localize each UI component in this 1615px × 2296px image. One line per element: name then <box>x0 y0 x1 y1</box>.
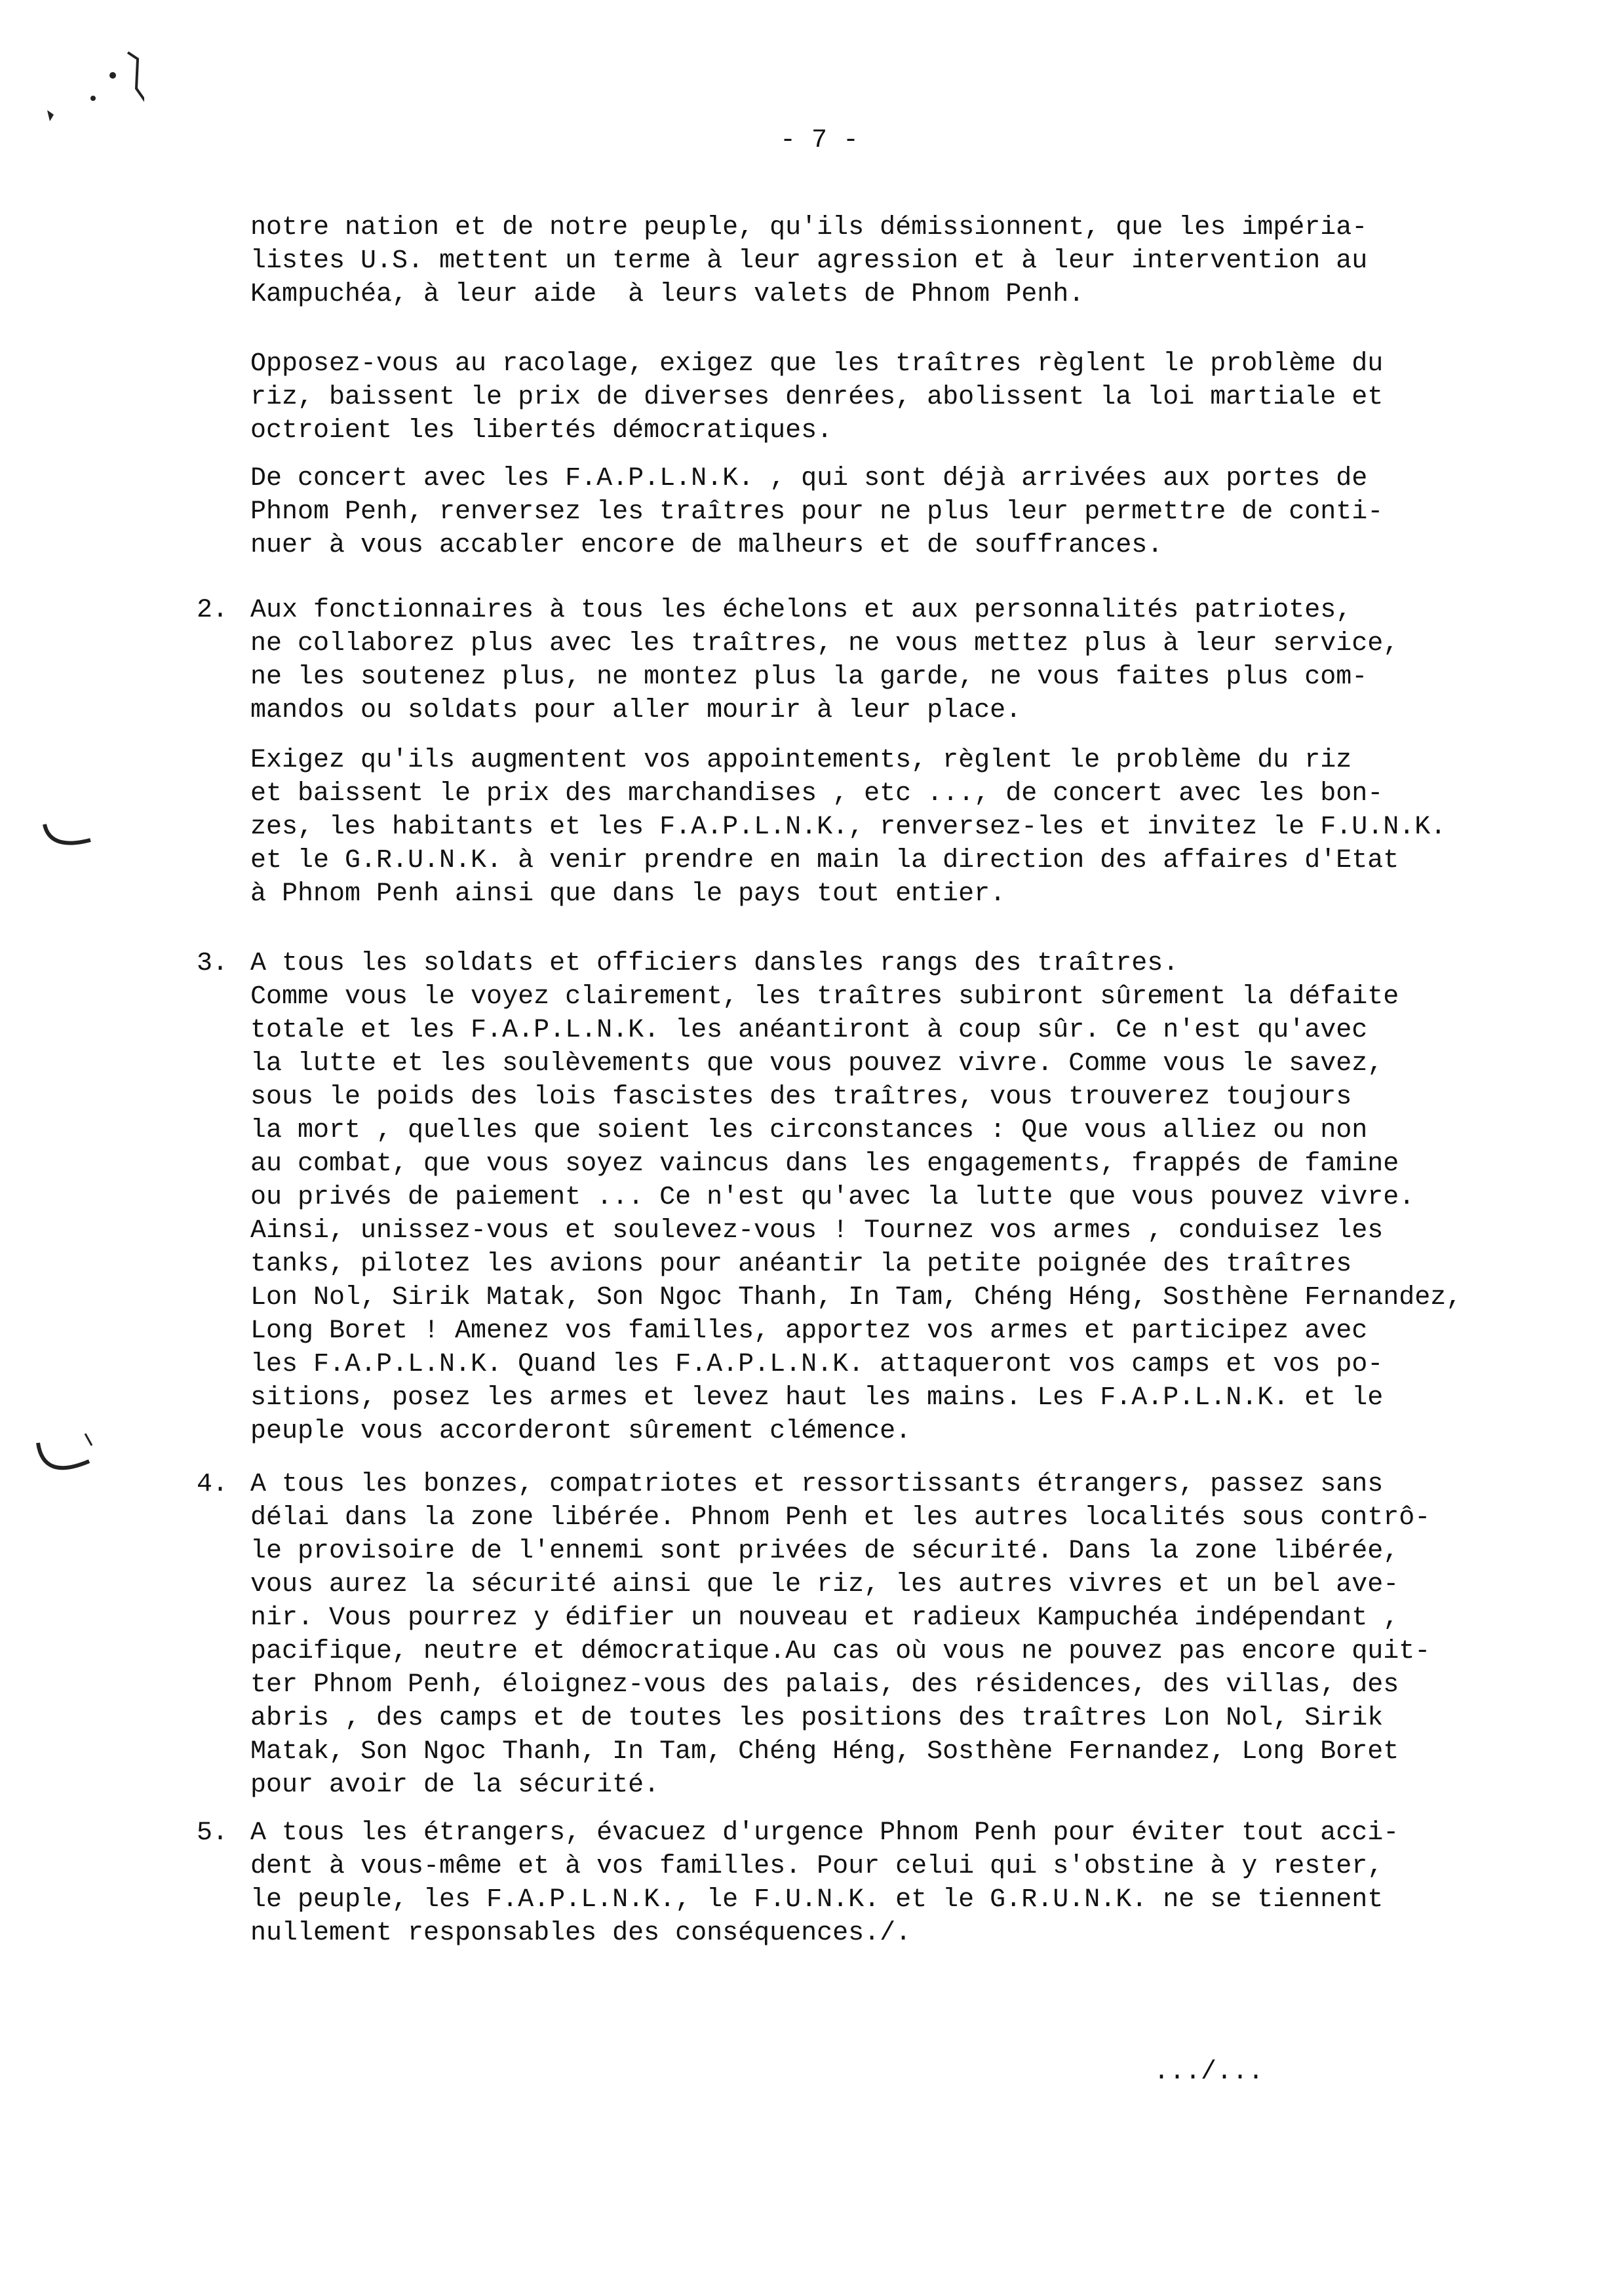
text-line: notre nation et de notre peuple, qu'ils démissionnent, que les impéria- <box>250 213 1368 242</box>
text-line: ne les soutenez plus, ne montez plus la garde, ne vous faites plus com- <box>250 662 1368 692</box>
text-line: nir. Vous pourrez y édifier un nouveau et radieux Kampuchéa indépendant , <box>250 1603 1399 1633</box>
text-line: Exigez qu'ils augmentent vos appointements, règlent le problème du riz <box>250 746 1352 775</box>
text-line: les F.A.P.L.N.K. Quand les F.A.P.L.N.K. attaqueront vos camps et vos po- <box>250 1350 1384 1379</box>
text-line: pour avoir de la sécurité. <box>250 1770 660 1800</box>
text-line: sous le poids des lois fascistes des traîtres, vous trouverez toujours <box>250 1082 1352 1112</box>
text-line: nullement responsables des conséquences./. <box>250 1919 912 1948</box>
text-line: peuple vous accorderont sûrement clémence. <box>250 1417 912 1446</box>
text-line: au combat, que vous soyez vaincus dans les engagements, frappés de famine <box>250 1149 1399 1179</box>
paragraph <box>250 744 1509 911</box>
paragraph-number: 3. <box>197 949 229 978</box>
text-line: dent à vous-même et à vos familles. Pour celui qui s'obstine à y rester, <box>250 1852 1384 1881</box>
text-line: ne collaborez plus avec les traîtres, ne vous mettez plus à leur service, <box>250 629 1399 659</box>
text-line: Ainsi, unissez-vous et soulevez-vous ! Tournez vos armes , conduisez les <box>250 1216 1384 1246</box>
text-line: Lon Nol, Sirik Matak, Son Ngoc Thanh, In Tam, Chéng Héng, Sosthène Fernandez, <box>250 1283 1462 1312</box>
numbered-paragraph <box>197 594 1509 727</box>
paragraph <box>250 347 1509 448</box>
continuation-mark: .../... <box>1154 2057 1264 2087</box>
text-line: ou privés de paiement ... Ce n'est qu'avec la lutte que vous pouvez vivre. <box>250 1183 1415 1212</box>
text-line: la mort , quelles que soient les circonstances : Que vous alliez ou non <box>250 1116 1368 1145</box>
text-line: riz, baissent le prix de diverses denrées, abolissent la loi martiale et <box>250 383 1384 412</box>
numbered-paragraph <box>197 1468 1509 1802</box>
binder-hole-mark <box>31 1428 104 1487</box>
text-line: Aux fonctionnaires à tous les échelons et aux personnalités patriotes, <box>250 596 1352 625</box>
text-line: et le G.R.U.N.K. à venir prendre en main la direction des affaires d'Etat <box>250 846 1399 875</box>
text-line: Long Boret ! Amenez vos familles, apportez vos armes et participez avec <box>250 1316 1368 1346</box>
text-line: à Phnom Penh ainsi que dans le pays tout entier. <box>250 879 1006 909</box>
text-line: mandos ou soldats pour aller mourir à leur place. <box>250 696 1022 725</box>
text-line: A tous les bonzes, compatriotes et ressortissants étrangers, passez sans <box>250 1470 1384 1499</box>
binder-hole-mark <box>39 819 98 865</box>
paragraph <box>250 462 1509 562</box>
text-line: vous aurez la sécurité ainsi que le riz, les autres vivres et un bel ave- <box>250 1570 1399 1599</box>
text-line: zes, les habitants et les F.A.P.L.N.K., renversez-les et invitez le F.U.N.K. <box>250 813 1447 842</box>
text-line: sitions, posez les armes et levez haut les mains. Les F.A.P.L.N.K. et le <box>250 1383 1384 1413</box>
text-line: Phnom Penh, renversez les traîtres pour ne plus leur permettre de conti- <box>250 497 1384 527</box>
text-line: totale et les F.A.P.L.N.K. les anéantiront à coup sûr. Ce n'est qu'avec <box>250 1016 1368 1045</box>
paragraph <box>250 211 1509 311</box>
text-line: la lutte et les soulèvements que vous pouvez vivre. Comme vous le savez, <box>250 1049 1384 1079</box>
numbered-paragraph <box>197 1816 1509 1950</box>
text-line: Kampuchéa, à leur aide à leurs valets de Phnom Penh. <box>250 280 1085 309</box>
page-number: - 7 - <box>780 126 859 155</box>
text-line: délai dans la zone libérée. Phnom Penh et les autres localités sous contrô- <box>250 1503 1431 1533</box>
text-line: ter Phnom Penh, éloignez-vous des palais, des résidences, des villas, des <box>250 1670 1399 1700</box>
text-line: De concert avec les F.A.P.L.N.K. , qui sont déjà arrivées aux portes de <box>250 464 1368 493</box>
text-line: pacifique, neutre et démocratique.Au cas où vous ne pouvez pas encore quit- <box>250 1637 1431 1666</box>
text-line: octroient les libertés démocratiques. <box>250 416 833 446</box>
text-line: Comme vous le voyez clairement, les traîtres subiront sûrement la défaite <box>250 982 1399 1012</box>
paragraph-number: 2. <box>197 596 229 625</box>
numbered-paragraph <box>197 947 1509 1448</box>
handwritten-mark <box>33 39 144 124</box>
text-line: A tous les soldats et officiers dansles rangs des traîtres. <box>250 949 1179 978</box>
paragraph-number: 4. <box>197 1470 229 1499</box>
text-line: le provisoire de l'ennemi sont privées de sécurité. Dans la zone libérée, <box>250 1537 1399 1566</box>
text-line: Opposez-vous au racolage, exigez que les traîtres règlent le problème du <box>250 349 1384 379</box>
text-line: abris , des camps et de toutes les positions des traîtres Lon Nol, Sirik <box>250 1704 1384 1733</box>
text-line: listes U.S. mettent un terme à leur agression et à leur intervention au <box>250 246 1368 276</box>
text-line: A tous les étrangers, évacuez d'urgence Phnom Penh pour éviter tout acci- <box>250 1818 1399 1848</box>
text-line: et baissent le prix des marchandises , etc ..., de concert avec les bon- <box>250 779 1384 809</box>
text-line: Matak, Son Ngoc Thanh, In Tam, Chéng Héng, Sosthène Fernandez, Long Boret <box>250 1737 1399 1767</box>
paragraph-number: 5. <box>197 1818 229 1848</box>
text-line: le peuple, les F.A.P.L.N.K., le F.U.N.K. et le G.R.U.N.K. ne se tiennent <box>250 1885 1384 1915</box>
text-line: nuer à vous accabler encore de malheurs et de souffrances. <box>250 531 1163 560</box>
text-line: tanks, pilotez les avions pour anéantir la petite poignée des traîtres <box>250 1250 1352 1279</box>
